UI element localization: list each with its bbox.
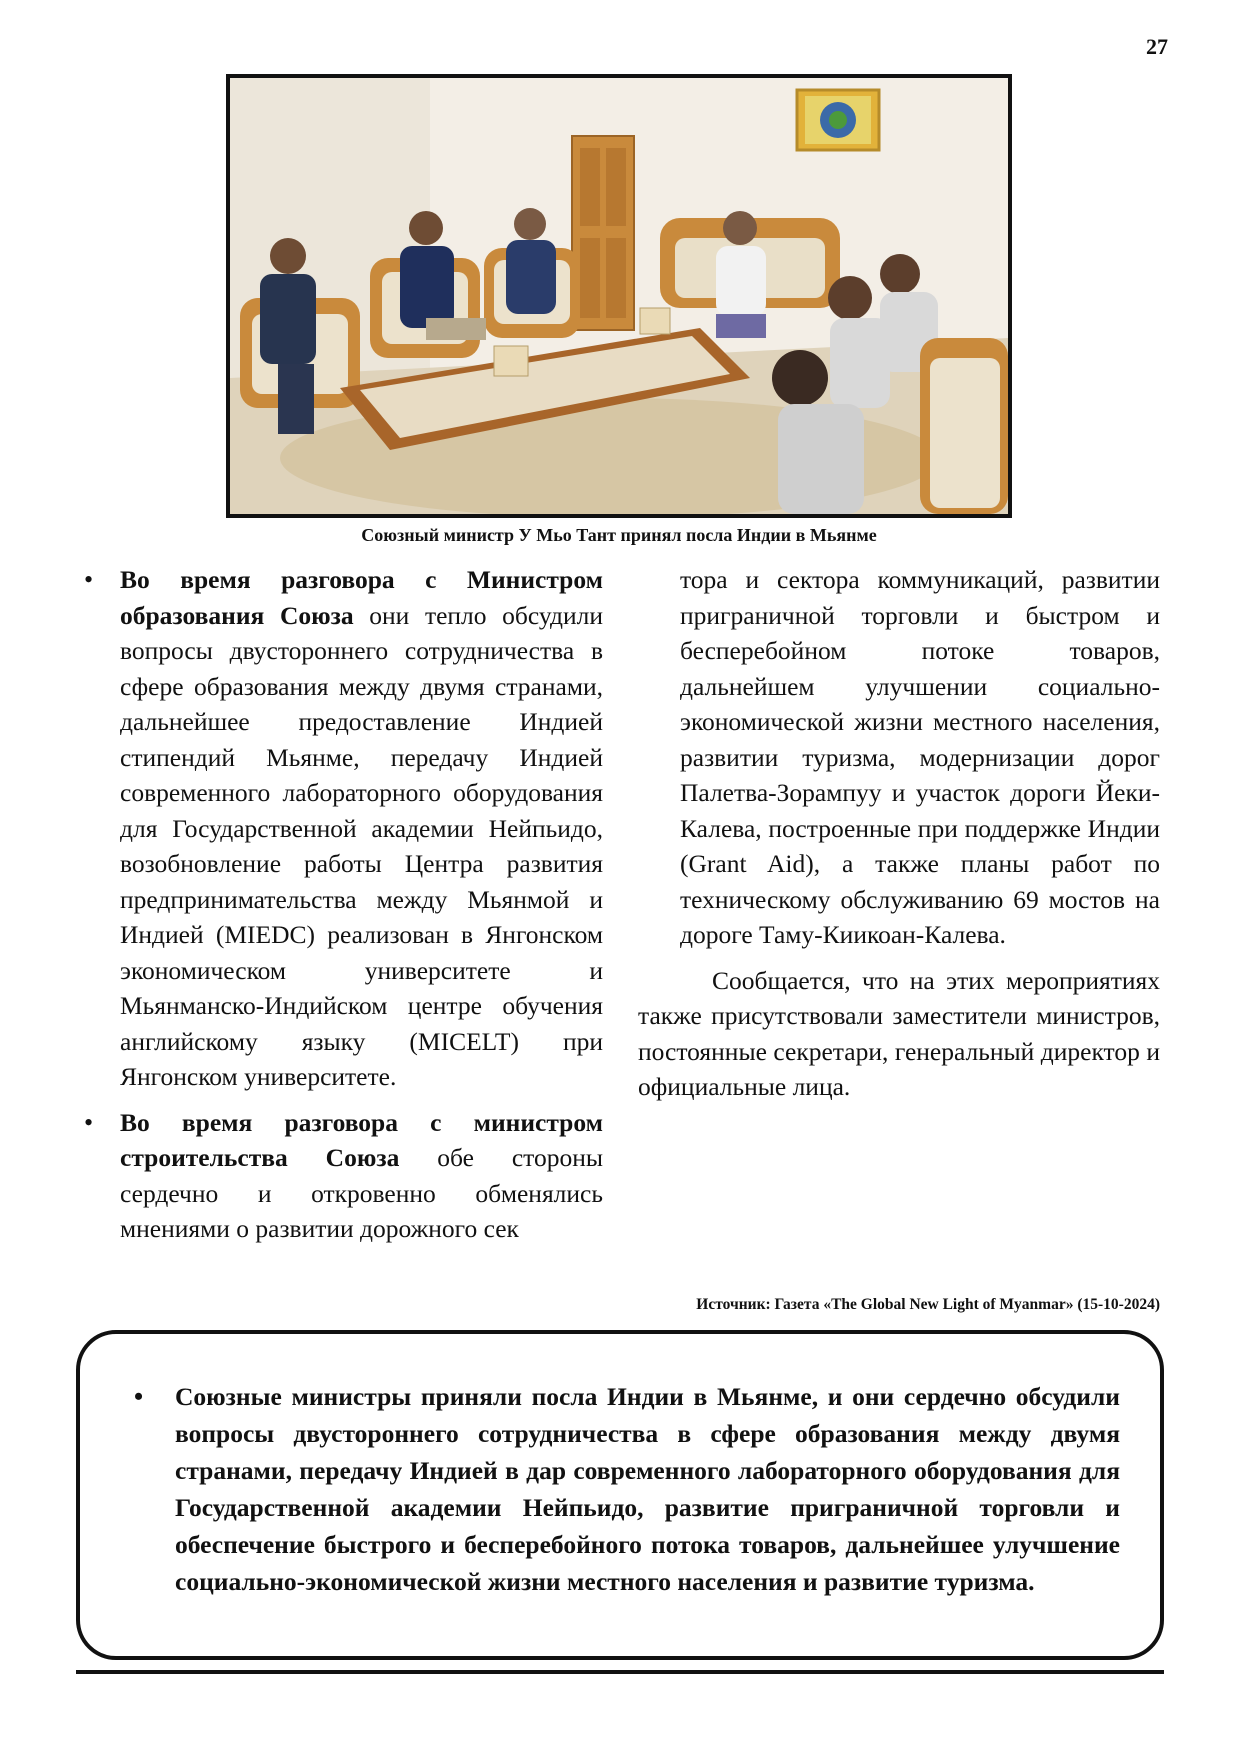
source-note: Источник: Газета «The Global New Light of Myanmar» (15-10-2024): [696, 1296, 1160, 1313]
summary-box: [76, 1330, 1164, 1660]
bottom-rule: [76, 1670, 1164, 1674]
list-item-lead: Во время разговора с министром строительства Союза: [120, 1107, 603, 1172]
list-item-lead: Во время разговора с Министром образования Союза: [120, 565, 603, 630]
summary-list: [120, 1378, 1120, 1600]
list-item: [78, 562, 603, 1095]
list-item-text: обе стороны сердечно и откровенно обменялись мнениями о развитии дорожного сек: [120, 1143, 603, 1243]
bullet-list: [78, 562, 603, 1247]
photo-caption: Союзный министр У Мьо Тант принял посла Индии в Мьянме: [361, 525, 877, 545]
meeting-photo-illustration: [230, 78, 1008, 514]
meeting-photo: [226, 74, 1012, 518]
continued-paragraph: тора и сектора коммуникаций, развитии приграничной торговли и быстром и бесперебойном потоке товаров, дальнейшем улучшении социально-экономической жизни местного населения, развитии туризма, модернизации дорог Палетва-Зорампуу и участок дороги Йеки-Калева, построенные при поддержке Индии (Grant Aid), а также планы работ по техническому обслуживанию 69 мостов на дороге Таму-Киикоан-Калева.: [680, 565, 1160, 949]
closing-paragraph: Сообщается, что на этих мероприятиях также присутствовали заместители министров, постоянные секретари, генеральный директор и официальные лица.: [638, 965, 1160, 1101]
list-item-text: они тепло обсудили вопросы двустороннего сотрудничества в сфере образования между двумя странами, дальнейшее предоставление Индией стипендий Мьянме, передачу Индией современного лабораторного оборудования для Государственной академии Нейпьидо, возобновление работы Центра развития предпринимательства между Мьянмой и Индией (MIEDC) реализован в Янгонском экономическом университете и Мьянманско-Индийском центре обучения английскому языку (MICELT) при Янгонском университете.: [120, 600, 604, 1091]
page-number: 27: [1146, 34, 1168, 59]
left-column: [78, 562, 603, 1257]
summary-item: • Союзные министры приняли посла Индии в Мьянме, и они сердечно обсудили вопросы двустороннего сотрудничества в сфере образования между двумя странами, передачу Индией в дар современного лабораторного оборудования для Государственной академии Нейпьидо, развитие приграничной торговли и обеспечение быстрого и бесперебойного потока товаров, дальнейшее улучшение социально-экономической жизни местного населения и развитие туризма.: [120, 1378, 1120, 1600]
list-item: [78, 1105, 603, 1247]
right-column: [638, 562, 1160, 1105]
